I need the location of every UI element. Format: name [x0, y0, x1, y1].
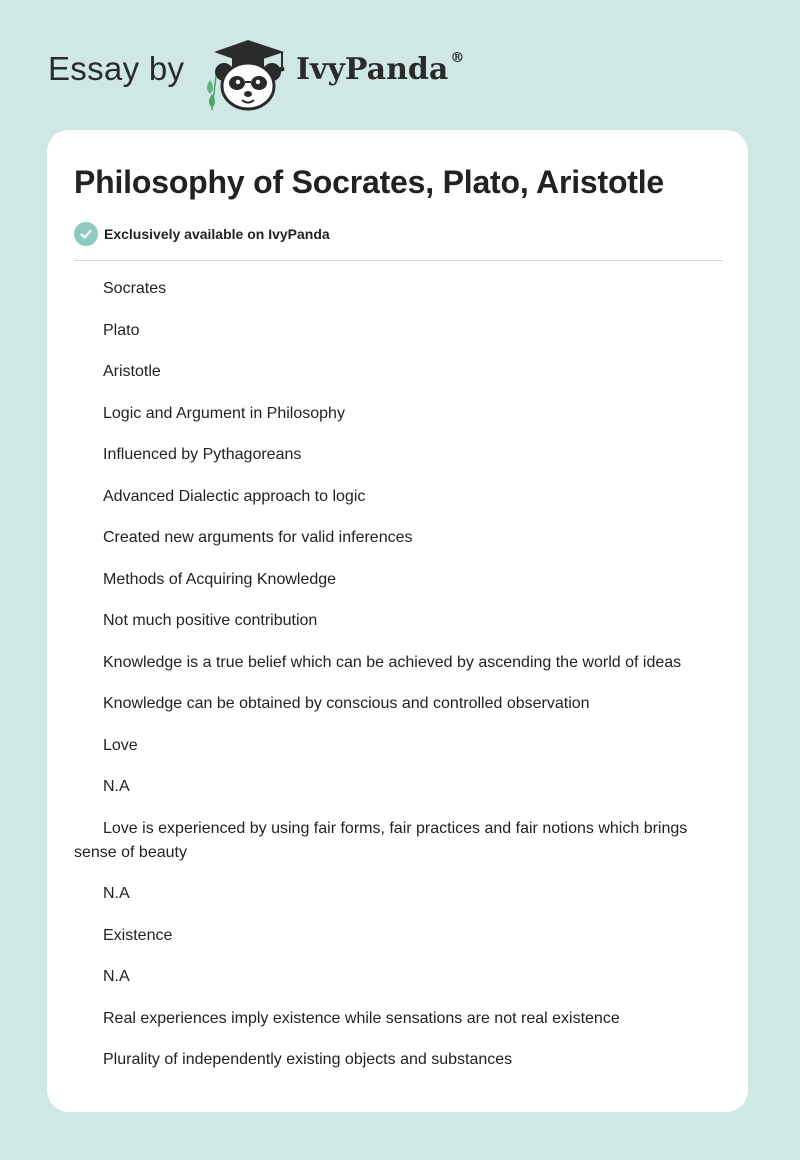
paragraph: N.A: [103, 778, 130, 795]
panda-graduate-icon[interactable]: [202, 36, 294, 114]
paragraph: Influenced by Pythagoreans: [103, 446, 302, 463]
brand-name[interactable]: IvyPanda ®: [296, 50, 465, 87]
paragraph: Existence: [103, 926, 173, 944]
paragraph: Advanced Dialectic approach to logic: [103, 487, 366, 505]
paragraph: Plurality of independently existing objects and substances: [103, 1051, 513, 1068]
essay-body: [74, 277, 724, 1090]
paragraph: Knowledge is a true belief which can be achieved by ascending the world of ideas: [103, 653, 682, 671]
check-circle-icon: [74, 222, 98, 246]
paragraph: Aristotle: [103, 363, 161, 380]
title-divider: [74, 260, 723, 261]
paragraph: Socrates: [103, 280, 167, 297]
exclusive-label: Exclusively available on IvyPanda: [104, 226, 330, 242]
paragraph: Plato: [103, 321, 140, 339]
page-title: Philosophy of Socrates, Plato, Aristotle: [74, 164, 665, 200]
paragraph: Not much positive contribution: [103, 612, 318, 629]
paragraph: Love is experienced by using fair forms, fair practices and fair notions which brings sense of beauty: [74, 819, 688, 861]
paragraph: Methods of Acquiring Knowledge: [103, 570, 337, 588]
site-header: [48, 30, 508, 114]
paragraph: Logic and Argument in Philosophy: [103, 404, 345, 422]
paragraph: Knowledge can be obtained by conscious and controlled observation: [103, 695, 590, 712]
paragraph: Real experiences imply existence while sensations are not real existence: [103, 1009, 620, 1027]
essay-by-label: Essay by: [48, 50, 185, 87]
essay-card: [47, 130, 748, 1112]
paragraph: N.A: [103, 885, 130, 902]
paragraph: Created new arguments for valid inferences: [103, 529, 413, 546]
paragraph: Love: [103, 736, 138, 754]
paragraph: N.A: [103, 968, 130, 985]
registered-mark: ®: [450, 50, 465, 66]
exclusive-badge: [74, 222, 330, 246]
